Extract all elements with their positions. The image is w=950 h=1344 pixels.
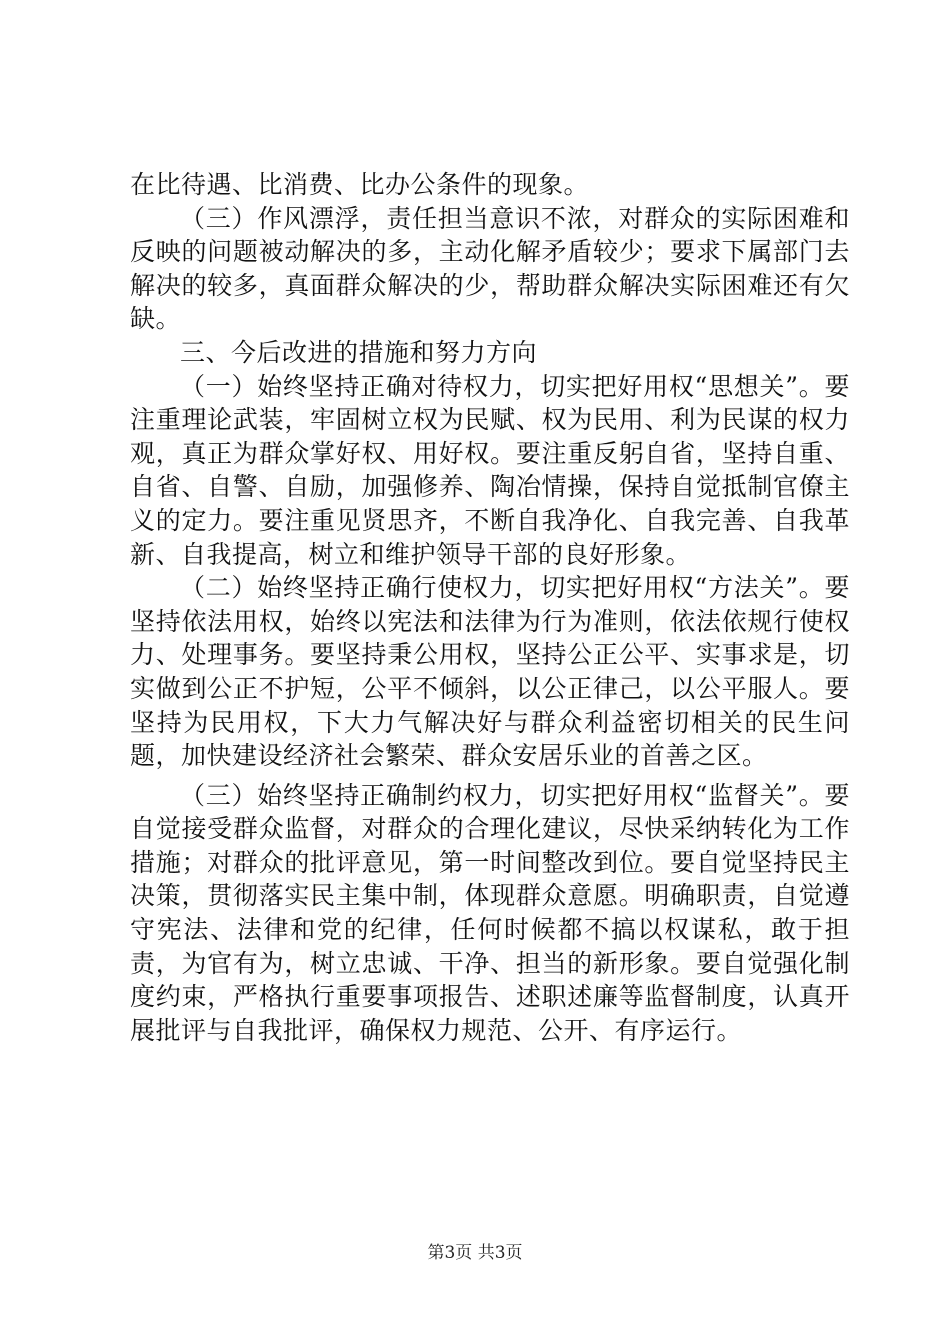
paragraph-measure-one: （一）始终坚持正确对待权力，切实把好用权“思想关”。要注重理论武装，牢固树立权为民赋、权为民用、利为民谋的权力观，真正为群众掌好权、用好权。要注重反躬自省，坚持自重、自省、自警、自励，加强修养、陶冶情操，保持自觉抵制官僚主义的定力。要注重见贤思齐，不断自我净化、自我完善、自我革新、自我提高，树立和维护领导干部的良好形象。	[130, 371, 850, 569]
paragraph-measure-two: （二）始终坚持正确行使权力，切实把好用权“方法关”。要坚持依法用权，始终以宪法和法律为行为准则，依法依规行使权力、处理事务。要坚持秉公用权，坚持公正公平、实事求是，切实做到公正不护短，公平不倾斜，以公正律己，以公平服人。要坚持为民用权，下大力气解决好与群众利益密切相关的民生问题，加快建设经济社会繁荣、群众安居乐业的首善之区。	[130, 573, 850, 771]
paragraph-measure-three: （三）始终坚持正确制约权力，切实把好用权“监督关”。要自觉接受群众监督，对群众的合理化建议，尽快采纳转化为工作措施；对群众的批评意见，第一时间整改到位。要自觉坚持民主决策，贯彻落实民主集中制，体现群众意愿。明确职责，自觉遵守宪法、法律和党的纪律，任何时候都不搞以权谋私，敢于担责，为官有为，树立忠诚、干净、担当的新形象。要自觉强化制度约束，严格执行重要事项报告、述职述廉等监督制度，认真开展批评与自我批评，确保权力规范、公开、有序运行。	[130, 780, 850, 1045]
section-heading-improvement: 三、今后改进的措施和努力方向	[180, 337, 538, 367]
paragraph-continuation: 在比待遇、比消费、比办公条件的现象。	[130, 170, 590, 199]
paragraph-problem-three: （三）作风漂浮，责任担当意识不浓，对群众的实际困难和反映的问题被动解决的多，主动化解矛盾较少；要求下属部门去解决的较多，真面群众解决的少，帮助群众解决实际困难还有欠缺。	[130, 203, 850, 334]
document-body	[130, 168, 850, 1047]
page-number-footer: 第3页 共3页	[427, 1243, 523, 1263]
